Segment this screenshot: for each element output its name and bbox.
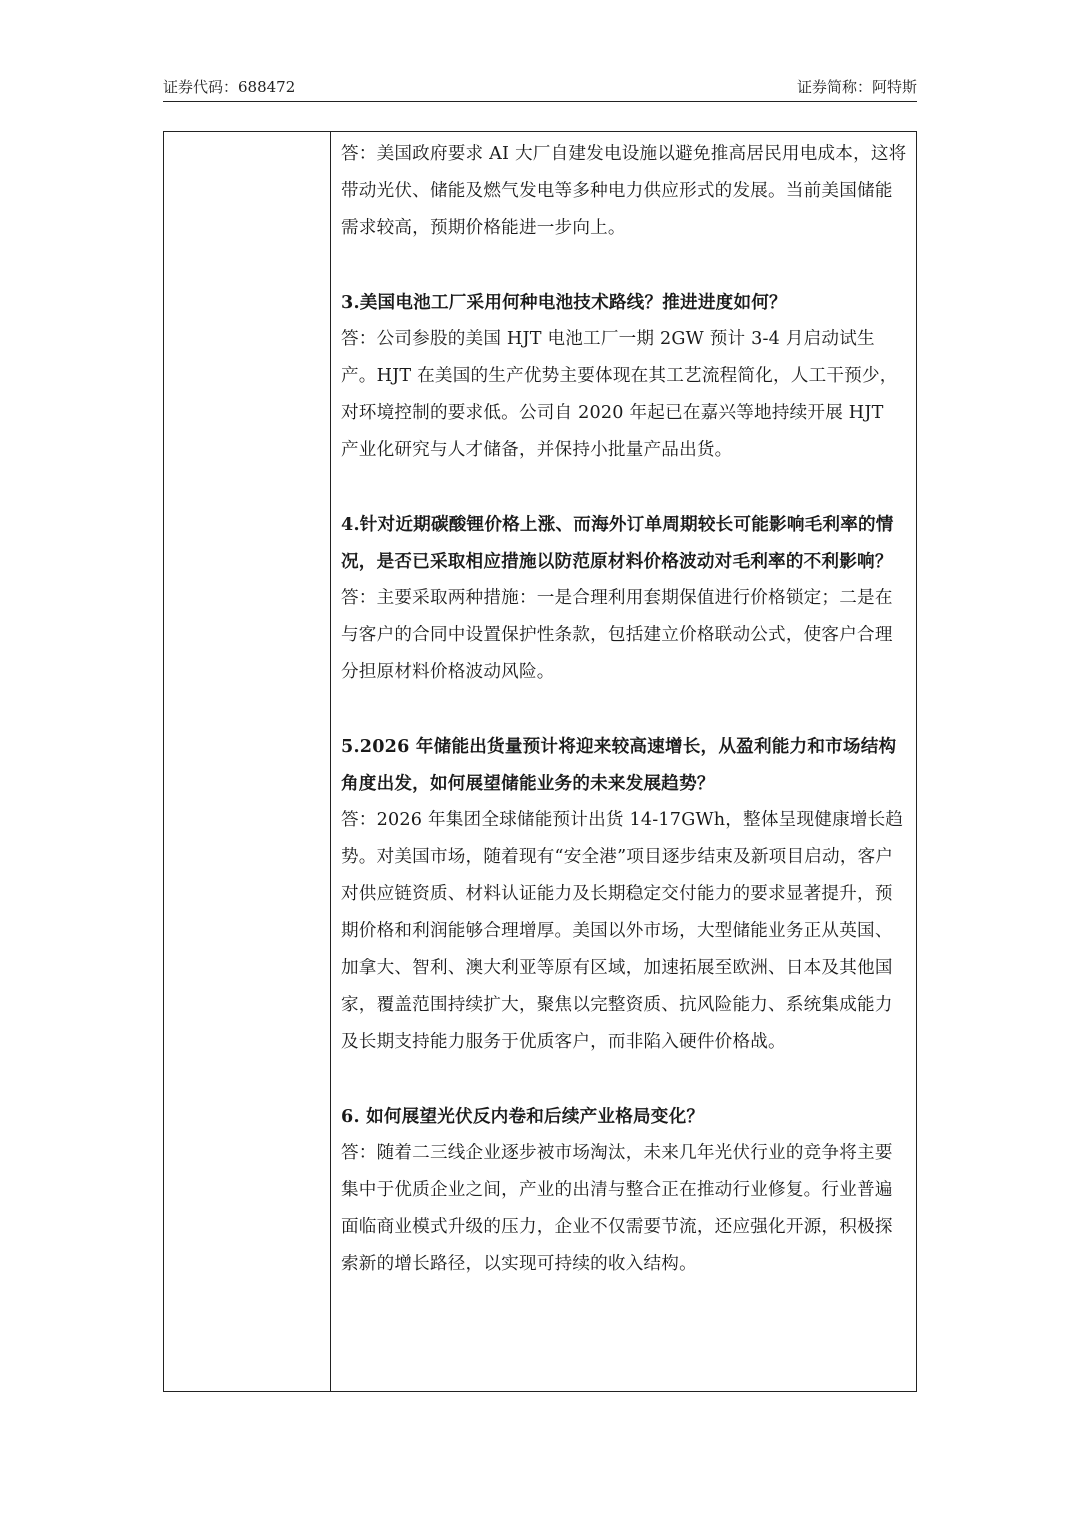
question-5: 5.2026 年储能出货量预计将迎来较高速增长，从盈利能力和市场结构角度出发，如何展望储能业务的未来发展趋势？ (341, 736, 897, 794)
answer-6: 答：随着二三线企业逐步被市场淘汰，未来几年光伏行业的竞争将主要集中于优质企业之间，产业的出清与整合正在推动行业修复。行业普遍面临商业模式升级的压力，企业不仅需要节流，还应强化开源，积极探索新的增长路径，以实现可持续的收入结构。 (341, 1143, 893, 1274)
section-gap (341, 247, 907, 284)
answer-5: 答：2026 年集团全球储能预计出货 14-17GWh，整体呈现健康增长趋势。对美国市场，随着现有“安全港”项目逐步结束及新项目启动，客户对供应链资质、材料认证能力及长期稳定交付能力的要求显著提升，预期价格和利润能够合理增厚。美国以外市场，大型储能业务正从英国、加拿大、智利、澳大利亚等原有区域，加速拓展至欧洲、日本及其他国家，覆盖范围持续扩大，聚焦以完整资质、抗风险能力、系统集成能力及长期支持能力服务于优质客户，而非陷入硬件价格战。 (341, 810, 904, 1052)
security-code: 证券代码：688472 (163, 78, 296, 96)
security-short-name: 证券简称：阿特斯 (796, 78, 917, 96)
qa-table (163, 131, 917, 1392)
section-gap (341, 469, 907, 506)
table-column-divider (330, 132, 331, 1391)
section-gap (341, 691, 907, 728)
answer-4: 答：主要采取两种措施：一是合理利用套期保值进行价格锁定；二是在与客户的合同中设置保护性条款，包括建立价格联动公式，使客户合理分担原材料价格波动风险。 (341, 588, 893, 682)
section-gap (341, 1061, 907, 1098)
page-header (163, 76, 917, 100)
qa-content-cell (341, 132, 907, 1283)
header-divider (163, 101, 917, 102)
answer-continued: 答：美国政府要求 AI 大厂自建发电设施以避免推高居民用电成本，这将带动光伏、储能及燃气发电等多种电力供应形式的发展。当前美国储能需求较高，预期价格能进一步向上。 (341, 144, 907, 238)
question-6: 6. 如何展望光伏反内卷和后续产业格局变化？ (341, 1106, 705, 1127)
answer-3: 答：公司参股的美国 HJT 电池工厂一期 2GW 预计 3-4 月启动试生产。HJT 在美国的生产优势主要体现在其工艺流程简化，人工干预少，对环境控制的要求低。公司自 2020 年起已在嘉兴等地持续开展 HJT 产业化研究与人才储备，并保持小批量产品出货。 (341, 329, 898, 460)
question-3: 3.美国电池工厂采用何种电池技术路线？推进进度如何？ (341, 292, 787, 313)
question-4: 4.针对近期碳酸锂价格上涨、而海外订单周期较长可能影响毛利率的情况，是否已采取相应措施以防范原材料价格波动对毛利率的不利影响？ (341, 514, 894, 572)
